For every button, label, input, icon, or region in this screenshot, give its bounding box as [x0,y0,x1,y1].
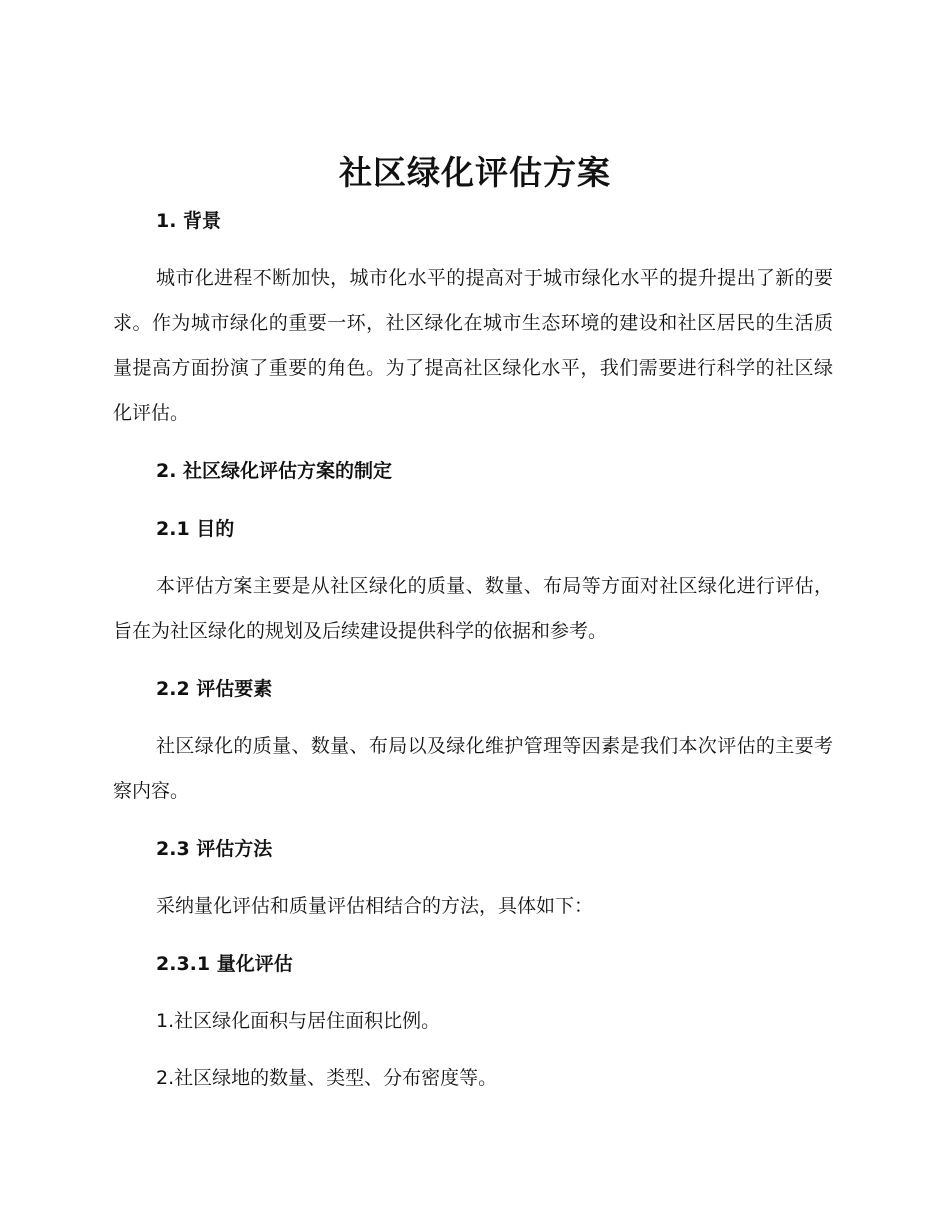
list-item-1: 1.社区绿化面积与居住面积比例。 [156,1010,441,1032]
paragraph-methods: 采纳量化评估和质量评估相结合的方法，具体如下： [156,895,594,917]
section-heading-plan: 2. 社区绿化评估方案的制定 [156,460,393,482]
section-heading-methods: 2.3 评估方法 [156,838,273,860]
document-body [113,198,833,1101]
document-title: 社区绿化评估方案 [339,153,611,192]
section-heading-background: 1. 背景 [156,210,222,232]
paragraph-purpose: 本评估方案主要是从社区绿化的质量、数量、布局等方面对社区绿化进行评估，旨在为社区绿化的规划及后续建设提供科学的依据和参考。 [113,575,833,642]
section-heading-quantitative: 2.3.1 量化评估 [156,953,293,975]
paragraph-background: 城市化进程不断加快，城市化水平的提高对于城市绿化水平的提升提出了新的要求。作为城市绿化的重要一环，社区绿化在城市生态环境的建设和社区居民的生活质量提高方面扮演了重要的角色。为了提高社区绿化水平，我们需要进行科学的社区绿化评估。 [113,267,833,424]
section-heading-purpose: 2.1 目的 [156,518,235,540]
section-heading-elements: 2.2 评估要素 [156,678,273,700]
list-item-2: 2.社区绿地的数量、类型、分布密度等。 [156,1067,498,1089]
paragraph-elements: 社区绿化的质量、数量、布局以及绿化维护管理等因素是我们本次评估的主要考察内容。 [113,735,833,802]
